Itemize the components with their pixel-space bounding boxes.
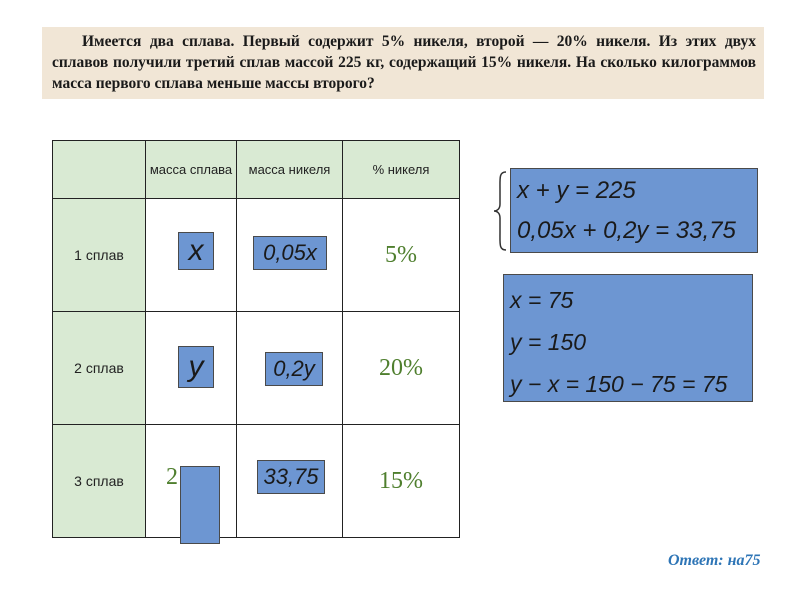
row-label: 1 сплав (53, 199, 146, 312)
percent-value: 15% (379, 467, 423, 494)
nickel-cell (237, 312, 343, 425)
header-nickel-mass: масса никеля (237, 141, 343, 199)
problem-text: Имеется два сплава. Первый содержит 5% никеля, второй — 20% никеля. Из этих двух сплавов получили третий сплав массой 225 кг, содержащий 15% никеля. На сколько килограммов масса первого сплава меньше массы второго? (52, 33, 756, 92)
alloy-table (52, 140, 460, 538)
table-header-row (53, 141, 460, 199)
answer-text: Ответ: на75 (668, 552, 761, 569)
total-mass-cover-box (180, 466, 220, 544)
table-row (53, 425, 460, 538)
header-nickel-percent: % никеля (343, 141, 460, 199)
nickel-cell (237, 425, 343, 538)
solution-y: y = 150 (510, 329, 587, 355)
row-label: 2 сплав (53, 312, 146, 425)
system-brace-icon (492, 170, 508, 252)
equation-1: x + y = 225 (517, 177, 636, 204)
nickel-total-box: 33,75 (257, 460, 325, 494)
percent-cell (343, 425, 460, 538)
mass-x-box: x (178, 232, 214, 270)
solution-x: x = 75 (510, 287, 574, 313)
nickel-cell (237, 199, 343, 312)
mass-cell (146, 312, 237, 425)
header-alloy-mass: масса сплава (146, 141, 237, 199)
solution-difference: y − x = 150 − 75 = 75 (510, 371, 728, 397)
percent-cell (343, 312, 460, 425)
problem-statement (42, 27, 764, 99)
percent-value: 20% (379, 354, 423, 381)
equation-system (510, 168, 758, 253)
nickel-x-box: 0,05x (253, 236, 327, 270)
table-row (53, 199, 460, 312)
mass-y-box: y (178, 346, 214, 388)
percent-value: 5% (385, 241, 417, 268)
row-label: 3 сплав (53, 425, 146, 538)
solution-box (503, 274, 753, 402)
total-mass-partial: 2 (166, 464, 178, 490)
percent-cell (343, 199, 460, 312)
nickel-y-box: 0,2y (265, 352, 323, 386)
header-corner-cell (53, 141, 146, 199)
table-row (53, 312, 460, 425)
mass-cell (146, 199, 237, 312)
equation-2: 0,05x + 0,2y = 33,75 (517, 217, 736, 244)
